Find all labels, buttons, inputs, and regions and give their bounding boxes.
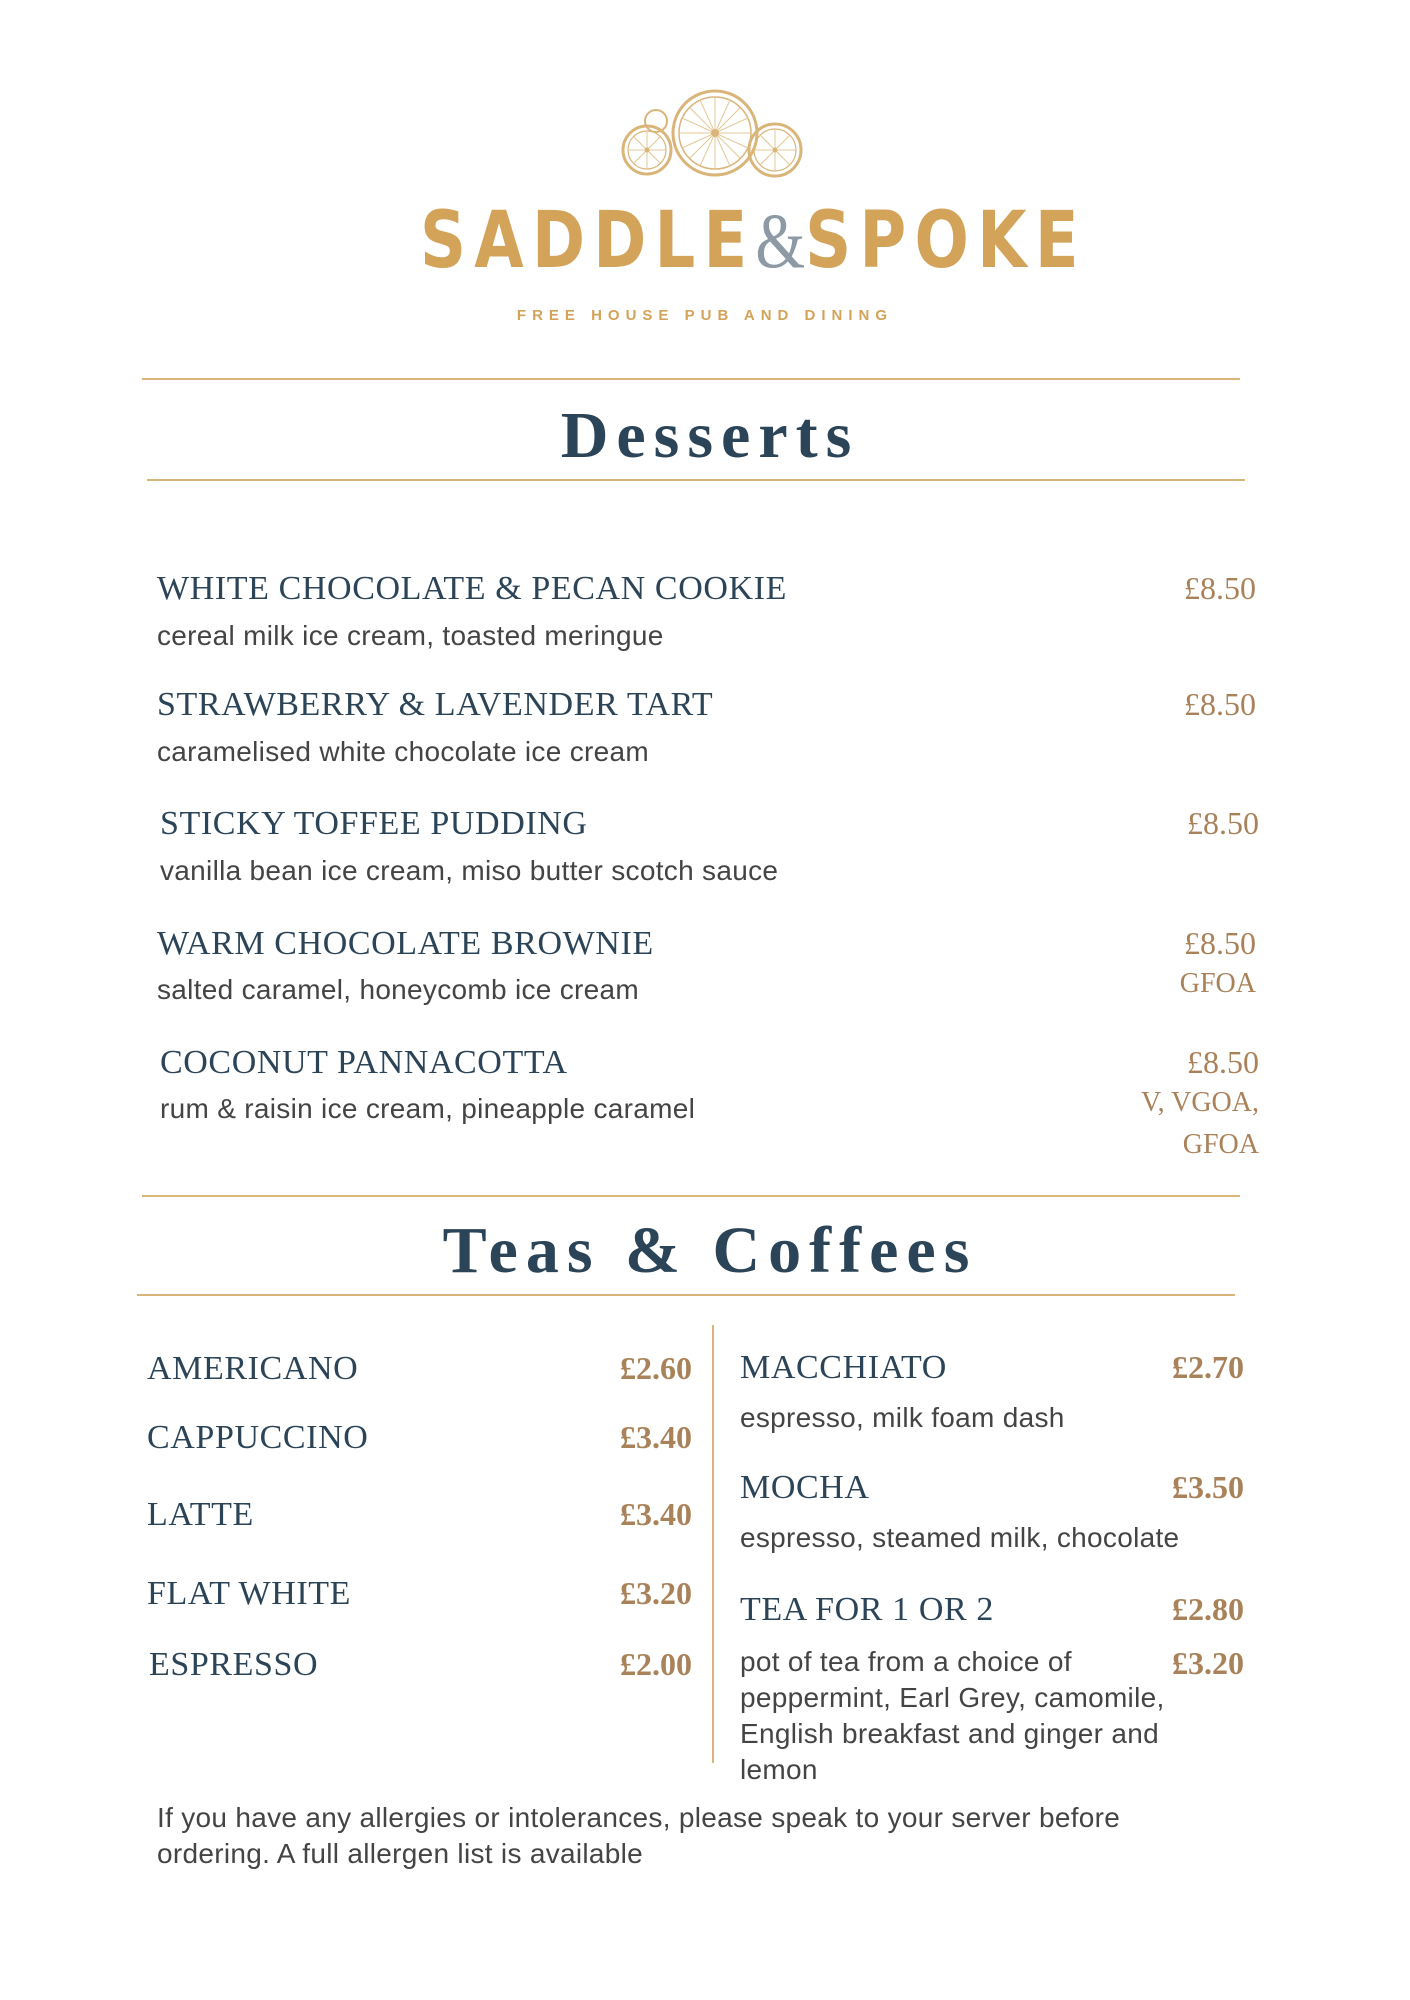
dessert-title: WARM CHOCOLATE BROWNIE: [157, 925, 654, 962]
dessert-description: rum & raisin ice cream, pineapple caramel: [160, 1093, 696, 1124]
dietary-tag: GFOA: [1182, 1129, 1259, 1160]
coffee-title: TEA FOR 1 OR 2: [740, 1591, 994, 1628]
brand-name-right: SPOKE: [805, 196, 1087, 286]
coffee-title: LATTE: [147, 1496, 254, 1533]
dessert-price: £8.50: [1184, 686, 1256, 722]
dessert-description: vanilla bean ice cream, miso butter scotch sauce: [160, 855, 779, 886]
brand-wordmark: [420, 196, 1087, 286]
rule-desserts-top: [142, 378, 1240, 380]
dessert-price: £8.50: [1184, 570, 1256, 606]
rule-teas-bottom: [137, 1294, 1235, 1296]
coffee-price: £2.60: [620, 1350, 692, 1386]
dietary-tag: GFOA: [1179, 968, 1256, 999]
logo: [620, 88, 810, 183]
coffee-description: espresso, milk foam dash: [740, 1402, 1065, 1433]
dessert-title: WHITE CHOCOLATE & PECAN COOKIE: [157, 570, 787, 607]
coffee-price-alt: £3.20: [1172, 1645, 1244, 1681]
coffee-price: £3.40: [620, 1496, 692, 1532]
bicycle-wheels-icon: [620, 88, 810, 183]
coffee-price: £3.50: [1172, 1469, 1244, 1505]
coffee-price: £2.80: [1172, 1591, 1244, 1627]
coffee-title: MOCHA: [740, 1469, 870, 1506]
coffee-description: espresso, steamed milk, chocolate: [740, 1522, 1180, 1553]
coffee-description-line: peppermint, Earl Grey, camomile,: [740, 1682, 1165, 1713]
coffee-price: £2.70: [1172, 1349, 1244, 1385]
dietary-tag: V, VGOA,: [1141, 1087, 1259, 1118]
dessert-price: £8.50: [1184, 925, 1256, 961]
coffee-description-line: English breakfast and ginger and: [740, 1718, 1159, 1749]
coffee-title: CAPPUCCINO: [147, 1419, 369, 1456]
coffee-title: MACCHIATO: [740, 1349, 947, 1386]
dessert-price: £8.50: [1187, 1044, 1259, 1080]
dessert-description: cereal milk ice cream, toasted meringue: [157, 620, 664, 651]
coffee-title: FLAT WHITE: [147, 1575, 352, 1612]
coffee-price: £2.00: [620, 1646, 692, 1682]
coffee-price: £3.20: [620, 1575, 692, 1611]
allergen-notice-line: ordering. A full allergen list is available: [157, 1838, 644, 1869]
brand-name-left: SADDLE: [420, 196, 756, 286]
desserts-heading: Desserts: [560, 399, 860, 472]
dessert-description: salted caramel, honeycomb ice cream: [157, 974, 640, 1005]
brand-ampersand: &: [755, 197, 806, 284]
dessert-title: COCONUT PANNACOTTA: [160, 1044, 568, 1081]
dessert-title: STICKY TOFFEE PUDDING: [160, 805, 588, 842]
coffee-description-line: lemon: [740, 1754, 818, 1785]
coffee-title: AMERICANO: [147, 1350, 359, 1387]
column-divider: [712, 1325, 714, 1763]
coffee-price: £3.40: [620, 1419, 692, 1455]
dessert-title: STRAWBERRY & LAVENDER TART: [157, 686, 714, 723]
coffee-description-line: pot of tea from a choice of: [740, 1646, 1072, 1677]
teas-heading: Teas & Coffees: [442, 1214, 978, 1287]
allergen-notice-line: If you have any allergies or intolerances, please speak to your server before: [157, 1802, 1121, 1833]
coffee-title: ESPRESSO: [149, 1646, 319, 1683]
brand-tagline: FREE HOUSE PUB AND DINING: [516, 307, 894, 324]
dessert-price: £8.50: [1187, 805, 1259, 841]
dessert-description: caramelised white chocolate ice cream: [157, 736, 649, 767]
rule-desserts-bottom: [147, 479, 1245, 481]
rule-teas-top: [142, 1195, 1240, 1197]
